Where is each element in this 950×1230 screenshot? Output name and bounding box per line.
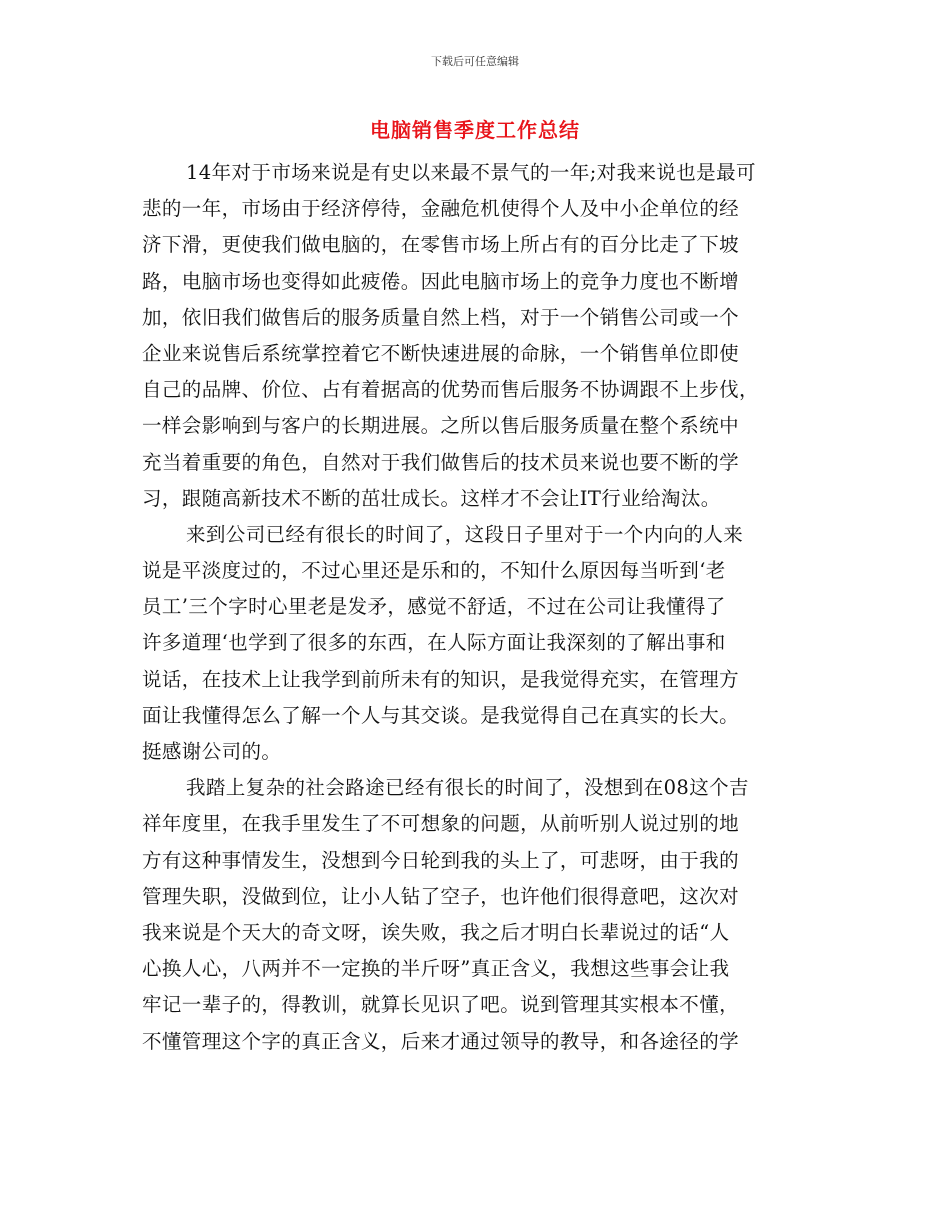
paragraph-3 [142, 770, 814, 1060]
text-line: 员工’三个字时心里老是发矛，感觉不舒适，不过在公司让我懂得了 [142, 595, 726, 619]
text-line: 不懂管理这个字的真正含义，后来才通过领导的教导，和各途径的学 [142, 1029, 740, 1053]
text-line: 悲的一年，市场由于经济停待，金融危机使得个人及中小企单位的经 [142, 197, 740, 221]
text-line: 面让我懂得怎么了解一个人与其交谈。是我觉得自己在真实的长大。 [142, 703, 740, 727]
page-header: 下载后可任意编辑 [431, 55, 519, 68]
text-line: 14年对于市场来说是有史以来最不景气的一年;对我来说也是最可 [186, 161, 756, 184]
text-line: 说话，在技术上让我学到前所未有的知识，是我觉得充实，在管理方 [142, 667, 740, 691]
paragraph-1 [142, 155, 814, 517]
document-body [142, 155, 814, 1060]
paragraph-2 [142, 517, 814, 770]
text-line: 挺感谢公司的。 [142, 740, 282, 763]
text-line: 方有这种事情发生，没想到今日轮到我的头上了，可悲呀，由于我的 [142, 848, 740, 872]
text-line: 充当着重要的角色，自然对于我们做售后的技术员来说也要不断的学 [142, 450, 740, 474]
text-line: 我来说是个天大的奇文呀，诶失败，我之后才明白长辈说过的话“人 [142, 920, 730, 944]
text-line: 许多道理‘也学到了很多的东西，在人际方面让我深刻的了解出事和 [142, 631, 726, 655]
text-line: 心换人心，八两并不一定换的半斤呀”真正含义，我想这些事会让我 [142, 957, 730, 981]
text-line: 一样会影响到与客户的长期进展。之所以售后服务质量在整个系统中 [142, 414, 740, 438]
text-line: 来到公司已经有很长的时间了，这段日子里对于一个内向的人来 [186, 522, 744, 546]
text-line: 管理失职，没做到位，让小人钻了空子，也许他们很得意吧，这次对 [142, 884, 740, 908]
text-line: 自己的品牌、价位、占有着据高的优势而售后服务不协调跟不上步伐， [142, 378, 759, 402]
text-line: 说是平淡度过的，不过心里还是乐和的，不知什么原因每当听到‘老 [142, 559, 726, 583]
text-line: 路，电脑市场也变得如此疲倦。因此电脑市场上的竞争力度也不断增 [142, 269, 740, 293]
text-line: 加，依旧我们做售后的服务质量自然上档，对于一个销售公司或一个 [142, 305, 740, 329]
text-line: 济下滑，更使我们做电脑的，在零售市场上所占有的百分比走了下坡 [142, 233, 740, 257]
text-line: 企业来说售后系统掌控着它不断快速进展的命脉，一个销售单位即使 [142, 341, 740, 365]
document-title: 电脑销售季度工作总结 [370, 118, 580, 142]
text-line: 牢记一辈子的，得教训，就算长见识了吧。说到管理其实根本不懂， [142, 993, 740, 1017]
text-line: 我踏上复杂的社会路途已经有很长的时间了，没想到在08这个吉 [186, 776, 749, 800]
text-line: 祥年度里，在我手里发生了不可想象的问题，从前听别人说过别的地 [142, 812, 740, 836]
text-line: 习，跟随高新技术不断的茁壮成长。这样才不会让IT行业给淘汰。 [142, 486, 721, 510]
